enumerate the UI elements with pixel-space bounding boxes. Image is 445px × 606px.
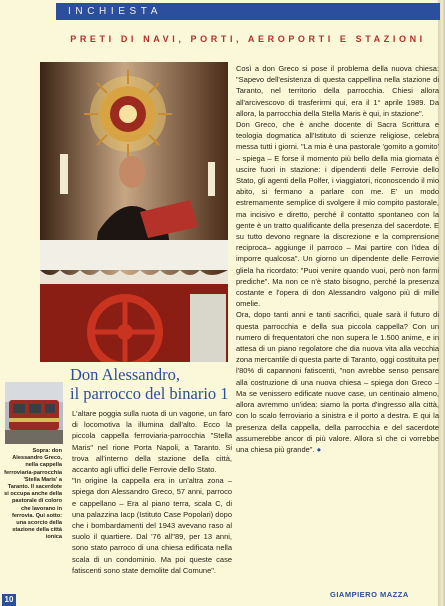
article-title: [70, 366, 230, 403]
left-text-column: [72, 408, 232, 576]
page-number: 10: [2, 594, 16, 606]
paragraph: "In origine la cappella era in un'altra zona – spiega don Alessandro Greco, 57 anni, parroco e cappellano – Era al piano terra, scala C, di una palazzina Iacp (Istituto Case Popolari) dopo che i bombardamenti del 1943 avevano raso al suolo il quartiere. Dal '76 all''89, per 13 anni, sono stato parroco di una chiesa edificata nella scala di un condominio. Ma poi queste case fatiscenti sono state demolite dal Comune".: [72, 476, 232, 575]
right-text-column: [236, 63, 439, 455]
photo-caption: Sopra: don Alessandro Greco, nella cappella ferroviaria-parrocchia 'Stella Maris' a Taranto. Il sacerdote si occupa anche della pastorale di coloro che lavorano in ferrovia. Qui sotto: una scorcio della stazione della città ionica: [4, 448, 62, 541]
train-photo-icon: [5, 382, 63, 444]
author-byline: GIAMPIERO MAZZA: [330, 590, 409, 599]
title-line-1: Don Alessandro,: [70, 365, 180, 384]
section-headline: PRETI DI NAVI, PORTI, AEROPORTI E STAZIONI: [70, 34, 426, 44]
main-photo: [40, 62, 228, 362]
page-edge: [438, 0, 445, 606]
station-photo: [5, 382, 63, 444]
end-mark: ●: [316, 444, 322, 454]
paragraph: Così a don Greco si pose il problema della nuova chiesa: "Sapevo dell'esistenza di questa cappellina nella stazione di Taranto, nel territorio della parrocchia. Chiesi allora all'arcivescovo di trasferirmi qui, era il 1° aprile 1989. Da allora, la parrocchia della Stella Maris è qui, in stazione".: [236, 64, 439, 118]
paragraph: Don Greco, che è anche docente di Sacra Scrittura e teologia dogmatica all'Istituto di scienze religiose, celebra messa tutti i giorni. "La mia è una pastorale 'gomito a gomito' – spiega – E forse il momento più bello della mia giornata è uscire fuori in stazione: i dipendenti delle Ferrovie dello Stato, gli agenti della Polfer, i viaggiatori, riconoscendo il mio abito, si fermano a parlare con me. E' un modo estremamente semplice di svolgere il mio compito pastorale, ma incisivo e diretto, perché il contatto spontaneo con la gente è un tratto qualificante della presenza del sacerdote. E su tutto devono regnare la discrezione e la comprensione reciproca– aggiunge il parroco – Mai partire con l'idea di imporre qualcosa". Un giorno un dipendente delle Ferrovie gliela ha ricordato: "Puoi venire quando vuoi, però non farmi prediche". Ma non ce n'è stato bisogno, perché la presenza costante e l'opera di don Alessandro valgono più di mille omelie.: [236, 120, 439, 309]
paragraph: L'altare poggia sulla ruota di un vagone, un faro di locomotiva la illumina dall'alto. Ecco la piccola cappella ferroviaria-parrocchia "Stella Maris" nel rione Porta Napoli, a Taranto. Si trova all'interno della stazione della città, accanto agli uffici delle Ferrovie dello Stato.: [72, 409, 232, 475]
paragraph: [236, 309, 439, 455]
paragraph-text: Ora, dopo tanti anni e tanti sacrifici, quale sarà il futuro di questa parrocchia e della sua piccola cappella? Con un numero di frequentatori che non supera le 1.500 anime, e in attesa di un piano regolatore che dia nuova vita alla vecchia zona mercantile di questa parte di Taranto, oggi costituita per l'80% di capannoni fatiscenti, "non avrebbe senso pensare alla costruzione di una nuova chiesa – spiega don Greco – Ma se venissero edificate nuove case, un centinaio almeno, allora avremmo un'idea: siamo la porta d'ingresso alla città, con lo scalo ferroviario a sinistra e il porto a destra. E qui la presenza della cappella, della parrocchia e del sacerdote assumerebbe ancor di più valore. Allora sì che ci vorrebbe una chiesa più grande".: [236, 310, 439, 454]
section-kicker: INCHIESTA: [68, 6, 162, 17]
priest-altar-photo-icon: [40, 62, 228, 362]
title-line-2: il parrocco del binario 1: [70, 383, 229, 403]
